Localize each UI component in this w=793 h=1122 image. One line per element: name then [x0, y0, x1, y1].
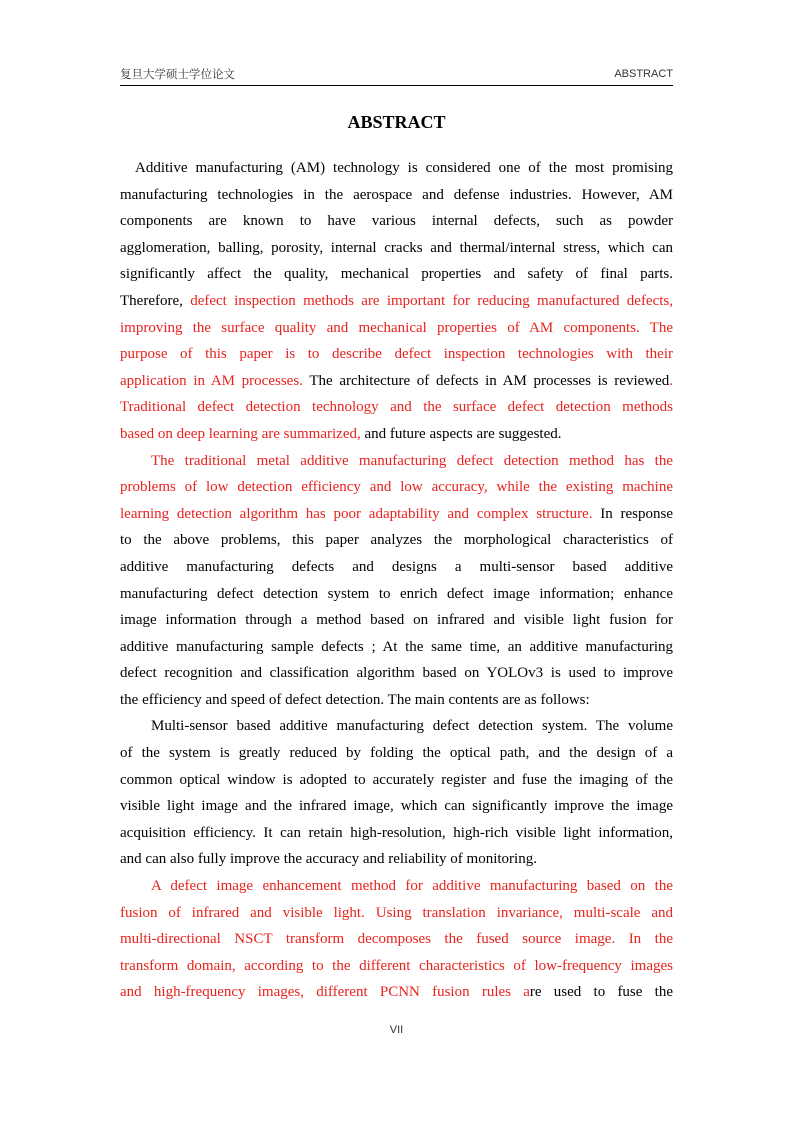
text-line — [120, 235, 673, 262]
running-header-title: 复旦大学硕士学位论文 — [120, 67, 235, 81]
text-line — [120, 953, 673, 980]
text-line — [120, 607, 673, 634]
highlighted-text: Traditional defect detection technology and the surface defect detection methods — [120, 399, 673, 416]
text-line — [120, 368, 673, 395]
page-title: ABSTRACT — [347, 112, 446, 132]
text-segment: Additive manufacturing (AM) technology is considered one of the most promising — [135, 160, 673, 176]
highlighted-text: and high-frequency images, different PCNN fusion rules a — [120, 984, 530, 1001]
text-line — [120, 448, 673, 475]
text-line — [120, 793, 673, 820]
text-line — [120, 182, 673, 209]
highlighted-text: defect inspection methods are important for reducing manufactured defects, — [190, 292, 674, 309]
header-rule — [120, 85, 673, 86]
text-line — [120, 394, 673, 421]
text-segment: visible light image and the infrared image, which can significantly improve the image — [120, 798, 673, 815]
text-line — [120, 421, 673, 448]
text-line — [120, 979, 673, 1006]
text-line — [120, 527, 673, 554]
text-line — [120, 288, 673, 315]
page-number: VII — [389, 1024, 404, 1036]
highlighted-text: . — [669, 372, 674, 389]
highlighted-text: based on deep learning are summarized, — [120, 425, 361, 442]
text-segment: components are known to have various internal defects, such as powder — [120, 213, 673, 230]
text-line — [120, 208, 673, 235]
text-line — [120, 873, 673, 900]
highlighted-text: learning detection algorithm has poor adaptability and complex structure. — [120, 505, 593, 522]
text-segment: additive manufacturing defects and designs a multi-sensor based additive — [120, 558, 673, 575]
text-line — [120, 846, 673, 873]
highlighted-text: The traditional metal additive manufacturing defect detection method has the — [151, 452, 673, 469]
text-line — [120, 341, 673, 368]
abstract-body — [120, 155, 673, 1006]
text-segment: agglomeration, balling, porosity, internal cracks and thermal/internal stress, which can — [120, 239, 673, 256]
highlighted-text: improving the surface quality and mechanical properties of AM components. The — [120, 319, 673, 336]
text-line — [120, 155, 673, 182]
text-line — [120, 501, 673, 528]
text-segment: re used to fuse the — [529, 984, 673, 1001]
text-line — [120, 634, 673, 661]
text-segment: manufacturing technologies in the aerospace and defense industries. However, AM — [120, 186, 673, 203]
text-segment: defect recognition and classification algorithm based on YOLOv3 is used to improve — [120, 665, 673, 682]
text-line — [120, 581, 673, 608]
text-line — [120, 315, 673, 342]
highlighted-text: transform domain, according to the different characteristics of low-frequency images — [120, 957, 673, 974]
text-line — [120, 261, 673, 288]
text-segment: significantly affect the quality, mechanical properties and safety of final parts. — [120, 266, 673, 283]
text-line — [120, 474, 673, 501]
text-segment: Therefore, — [120, 292, 191, 309]
text-segment: acquisition efficiency. It can retain high-resolution, high-rich visible light information, — [120, 824, 673, 841]
highlighted-text: application in AM processes. — [120, 372, 303, 389]
text-line — [120, 687, 673, 714]
text-segment: the efficiency and speed of defect detection. The main contents are as follows: — [120, 691, 590, 708]
highlighted-text: purpose of this paper is to describe defect inspection technologies with their — [120, 346, 673, 363]
text-segment: manufacturing defect detection system to enrich defect image information; enhance — [120, 585, 673, 602]
text-line — [120, 767, 673, 794]
text-line — [120, 926, 673, 953]
text-line — [120, 900, 673, 927]
highlighted-text: multi-directional NSCT transform decomposes the fused source image. In the — [120, 931, 673, 948]
text-segment: image information through a method based on infrared and visible light fusion for — [120, 612, 673, 629]
text-segment: In response — [592, 505, 673, 522]
text-segment: additive manufacturing sample defects ; At the same time, an additive manufacturing — [120, 638, 673, 655]
text-segment: and can also fully improve the accuracy and reliability of monitoring. — [120, 851, 537, 868]
text-segment: Multi-sensor based additive manufacturing defect detection system. The volume — [151, 718, 673, 735]
highlighted-text: problems of low detection efficiency and low accuracy, while the existing machine — [120, 479, 673, 496]
running-header-section: ABSTRACT — [614, 68, 673, 80]
text-line — [120, 713, 673, 740]
text-line — [120, 820, 673, 847]
text-segment: common optical window is adopted to accurately register and fuse the imaging of the — [120, 771, 673, 788]
highlighted-text: A defect image enhancement method for additive manufacturing based on the — [151, 878, 673, 895]
text-line — [120, 554, 673, 581]
text-segment: to the above problems, this paper analyzes the morphological characteristics of — [120, 532, 673, 549]
text-line — [120, 660, 673, 687]
text-line — [120, 740, 673, 767]
text-segment: and future aspects are suggested. — [360, 425, 562, 442]
highlighted-text: fusion of infrared and visible light. Using translation invariance, multi-scale and — [120, 904, 673, 921]
text-segment: of the system is greatly reduced by folding the optical path, and the design of a — [120, 745, 673, 762]
text-segment: The architecture of defects in AM processes is reviewed — [302, 372, 670, 389]
